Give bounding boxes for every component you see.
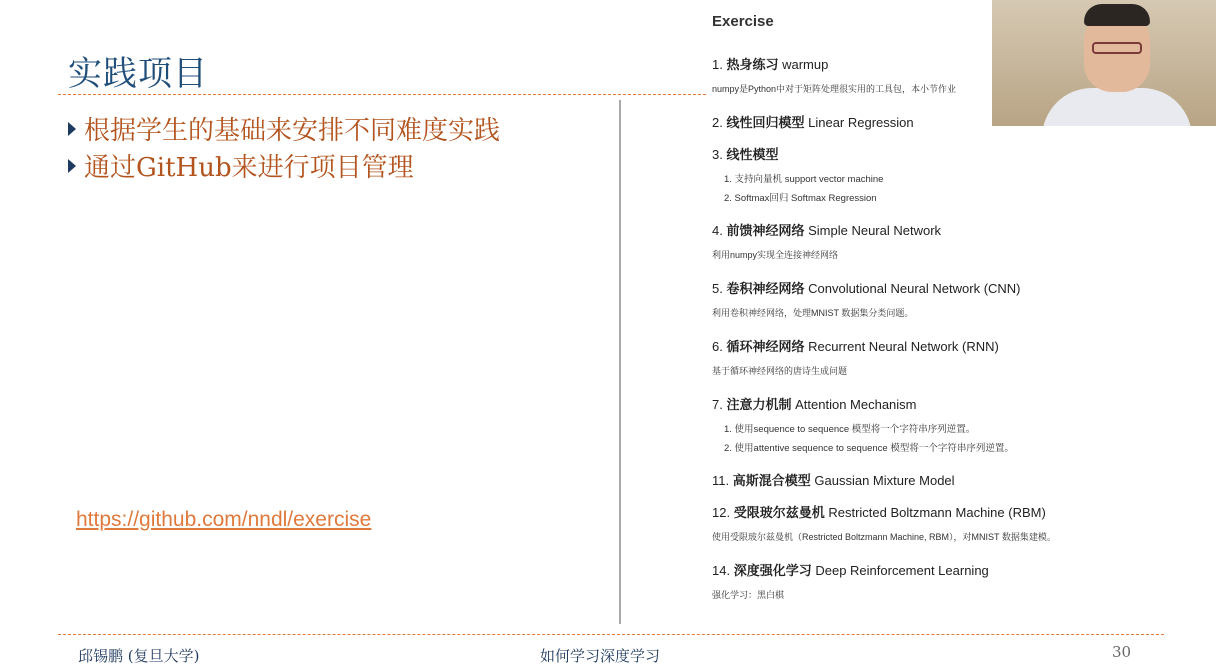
github-link[interactable]: https://github.com/nndl/exercise bbox=[76, 508, 372, 531]
section-heading[interactable]: 2. 线性回归模型 Linear Regression bbox=[712, 115, 914, 130]
section-subitem: 1. 支持向量机 support vector machine bbox=[724, 174, 884, 185]
slide-title: 实践项目 bbox=[68, 54, 208, 94]
section-heading[interactable]: 1. 热身练习 warmup bbox=[712, 57, 829, 72]
webcam-hair bbox=[1084, 4, 1150, 26]
section-description: 利用numpy实现全连接神经网络 bbox=[712, 250, 839, 260]
section-heading[interactable]: 4. 前馈神经网络 Simple Neural Network bbox=[712, 223, 942, 238]
bullet-list bbox=[68, 110, 500, 184]
footer-divider bbox=[58, 634, 1164, 635]
webcam-shirt bbox=[1042, 88, 1192, 126]
title-divider bbox=[58, 94, 706, 95]
section-subitem: 2. Softmax回归 Softmax Regression bbox=[724, 193, 877, 204]
webcam-overlay bbox=[992, 0, 1216, 126]
section-subitem: 2. 使用attentive sequence to sequence 模型将一个字符串序列逆置。 bbox=[724, 443, 1014, 454]
section-heading[interactable]: 6. 循环神经网络 Recurrent Neural Network (RNN) bbox=[712, 339, 999, 354]
panel-title: Exercise bbox=[712, 13, 774, 30]
bullet-triangle-icon bbox=[68, 159, 76, 173]
section-description: 使用受限玻尔兹曼机（Restricted Boltzmann Machine, RBM），对MNIST 数据集建模。 bbox=[712, 532, 1056, 542]
footer-talk-title: 如何学习深度学习 bbox=[540, 647, 661, 665]
section-heading[interactable]: 11. 高斯混合模型 Gaussian Mixture Model bbox=[712, 473, 955, 488]
page-number: 30 bbox=[1112, 643, 1132, 661]
section-subitem: 1. 使用sequence to sequence 模型将一个字符串序列逆置。 bbox=[724, 424, 976, 435]
footer-author: 邱锡鹏 (复旦大学) bbox=[78, 647, 200, 665]
section-heading[interactable]: 12. 受限玻尔兹曼机 Restricted Boltzmann Machine (RBM) bbox=[712, 505, 1046, 520]
section-description: numpy是Python中对于矩阵处理很实用的工具包，本小节作业 bbox=[712, 84, 957, 94]
bullet-item bbox=[68, 147, 500, 184]
section-heading[interactable]: 7. 注意力机制 Attention Mechanism bbox=[712, 397, 917, 412]
webcam-glasses bbox=[1092, 42, 1142, 54]
section-heading[interactable]: 5. 卷积神经网络 Convolutional Neural Network (CNN) bbox=[712, 281, 1021, 296]
section-description: 强化学习：黑白棋 bbox=[712, 590, 785, 600]
bullet-text: 通过GitHub来进行项目管理 bbox=[84, 153, 414, 183]
section-description: 利用卷积神经网络，处理MNIST 数据集分类问题。 bbox=[712, 308, 914, 318]
bullet-text: 根据学生的基础来安排不同难度实践 bbox=[84, 116, 501, 146]
bullet-triangle-icon bbox=[68, 122, 76, 136]
bullet-item bbox=[68, 110, 500, 147]
vertical-divider bbox=[619, 100, 621, 624]
section-description: 基于循环神经网络的唐诗生成问题 bbox=[712, 366, 848, 376]
section-heading[interactable]: 3. 线性模型 bbox=[712, 147, 779, 162]
section-heading[interactable]: 14. 深度强化学习 Deep Reinforcement Learning bbox=[712, 563, 989, 578]
